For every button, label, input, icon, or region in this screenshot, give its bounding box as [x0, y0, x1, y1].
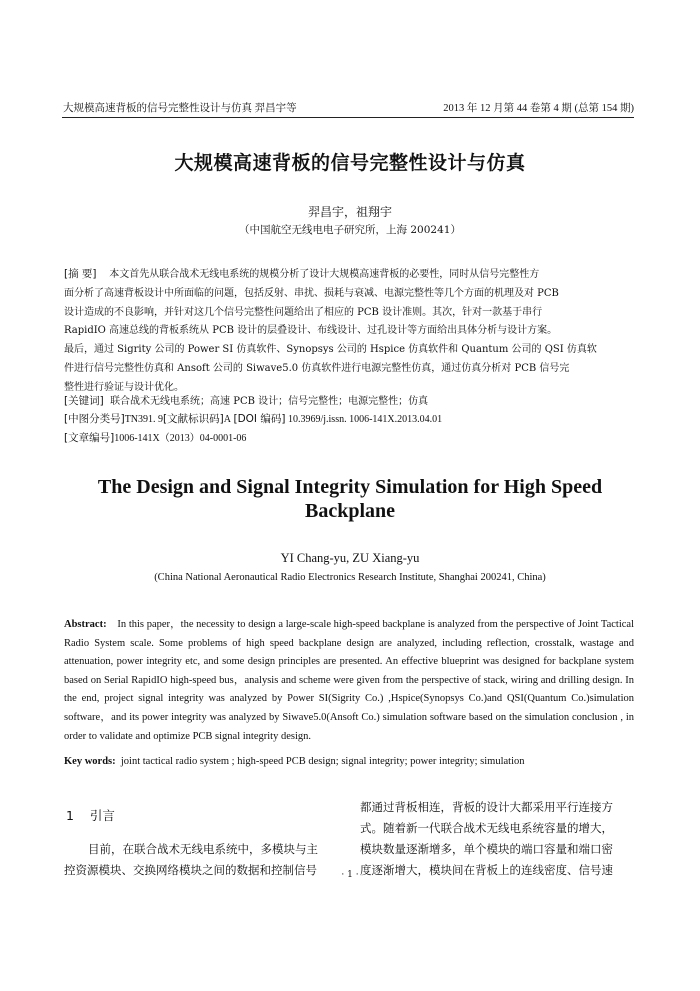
abstract-line: [摘 要] 本文首先从联合战术无线电系统的规模分析了设计大规模高速背板的必要性，同时从信号完整性方	[64, 268, 540, 280]
page-number: · 1 ·	[341, 870, 359, 880]
abstract-line: 最后，通过 Sigrity 公司的 Power SI 仿真软件、Synopsys 公司的 Hspice 仿真软件和 Quantum 公司的 QSI 仿真软	[64, 344, 597, 356]
abstract-line: 设计造成的不良影响，并针对这几个信号完整性问题给出了相应的 PCB 设计准则。其次，针对一款基于串行	[64, 306, 543, 318]
abstract-chinese	[64, 265, 634, 398]
abstract-line: 面分析了高速背板设计中所面临的问题，包括反射、串扰、损耗与衰减、电源完整性等几个方面的机理及对 PCB	[64, 287, 559, 299]
article-number-line: [文章编号]1006-141X（2013）04-0001-06	[64, 432, 247, 444]
body-line: 控资源模块、交换网络模块之间的数据和控制信号	[64, 863, 317, 877]
keywords-label: [关键词]	[64, 395, 104, 407]
body-line: 模块数量逐渐增多，单个模块的端口容量和端口密	[360, 842, 613, 856]
authors-english: YI Chang-yu, ZU Xiang-yu	[280, 551, 420, 565]
keywords-text: 联合战术无线电系统；高速 PCB 设计；信号完整性；电源完整性；仿真	[110, 396, 429, 407]
body-line: 度逐渐增大，模块间在背板上的连线密度、信号速	[360, 863, 613, 877]
body-line: 式。随着新一代联合战术无线电系统容量的增大，	[360, 821, 613, 835]
body-line: 都通过背板相连，背板的设计大都采用平行连接方	[360, 800, 613, 814]
header-rule	[62, 117, 634, 118]
classification-line: [中图分类号]TN391. 9[文献标识码]A [DOI 编码] 10.3969/j.issn. 1006-141X.2013.04.01	[64, 413, 443, 425]
abstract-line: RapidIO 高速总线的背板系统从 PCB 设计的层叠设计、布线设计、过孔设计等方面给出具体分析与设计方案。	[64, 325, 558, 337]
column-right	[360, 797, 635, 881]
title-english: The Design and Signal Integrity Simulation for High Speed Backplane	[97, 476, 603, 522]
abstract-english	[64, 616, 634, 746]
authors-chinese: 羿昌宇，祖翔宇	[307, 205, 392, 219]
affiliation-english: (China National Aeronautical Radio Electronics Research Institute, Shanghai 200241, China)	[154, 572, 546, 583]
title-chinese: 大规模高速背板的信号完整性设计与仿真	[174, 152, 526, 174]
abstract-line: 整性进行验证与设计优化。	[64, 381, 184, 393]
abstract-label-english: Abstract:	[64, 619, 107, 630]
abstract-label: [摘 要]	[64, 268, 97, 280]
section-heading: 1 引言	[66, 808, 115, 823]
abstract-line: 件进行信号完整性仿真和 Ansoft 公司的 Siwave5.0 仿真软件进行电源完整性仿真，通过仿真分析对 PCB 信号完	[64, 362, 570, 374]
affiliation-chinese: （中国航空无线电电子研究所，上海 200241）	[239, 224, 461, 236]
abstract-text-english: In this paper，the necessity to design a large-scale high-speed backplane is analyzed from the perspective of Joint Tactical Radio System scale. Some problems of high speed backplane design are analyzed, including reflection, crosstalk, wastage and attenuation, power integrity etc, and some design principles are presented. An effective blueprint was designed for backplane system based on Serial RapidIO high-speed bus，analysis and scheme were given from the perspective of stack, wiring and drilling design. In the end, project signal integrity was analyzed by Power SI(Sigrity Co.) ,Hspice(Synopsys Co.)and QSI(Quantum Co.)simulation software，and its power integrity was analyzed by Siwave5.0(Ansoft Co.) simulation software based on the simulation conclusion , in order to validate and optimize PCB signal integrity design.	[64, 619, 635, 742]
keywords-english: Key words: joint tactical radio system ; high-speed PCB design; signal integrity; power integrity; simulation	[64, 756, 525, 767]
body-line: 目前，在联合战术无线电系统中，多模块与主	[88, 842, 318, 856]
keywords-chinese	[64, 392, 428, 411]
running-header-left: 大规模高速背板的信号完整性设计与仿真 羿昌宇等	[63, 103, 297, 114]
running-header-right: 2013 年 12 月第 44 卷第 4 期 (总第 154 期)	[443, 103, 634, 114]
